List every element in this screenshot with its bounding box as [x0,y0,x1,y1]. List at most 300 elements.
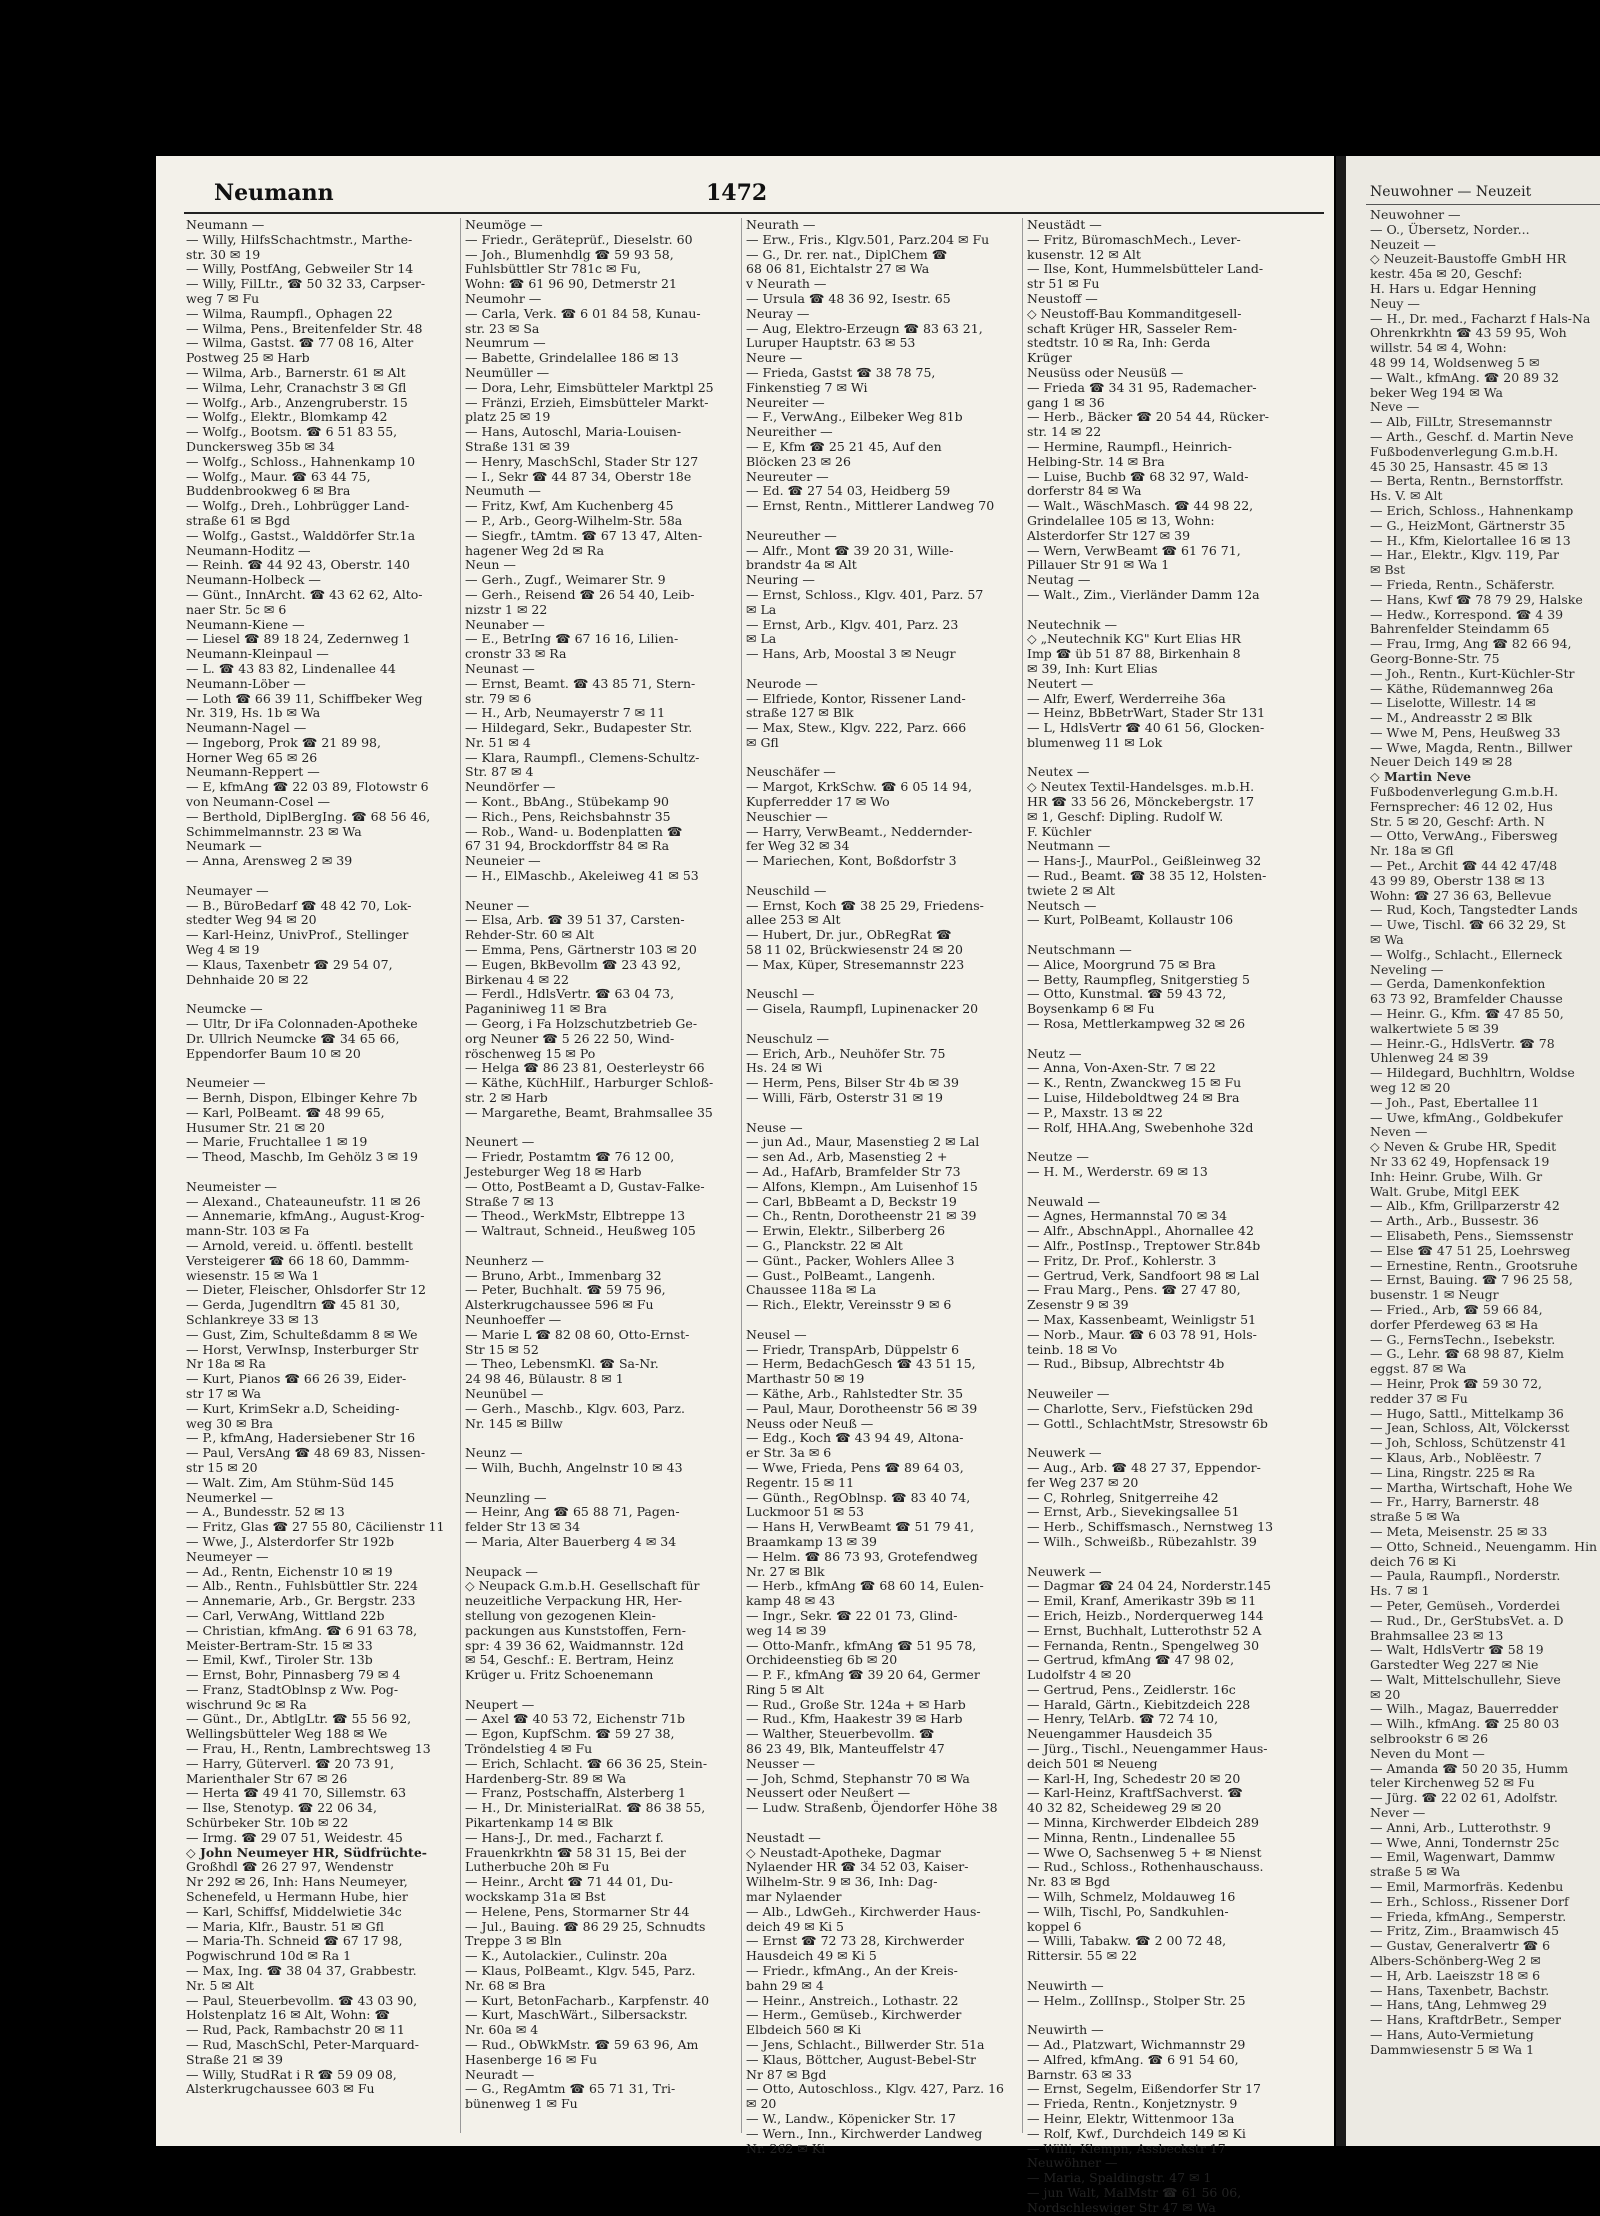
directory-entry-line: wischrund 9c ✉ Ra [186,1696,307,1712]
directory-entry-line: Neumeier — [186,1075,266,1091]
directory-entry-line: Neunhoeffer — [465,1311,562,1327]
directory-entry-line: — Heinr, Elektr, Wittenmoor 13a [1027,2111,1235,2126]
directory-entry-line: — L. ☎ 43 83 82, Lindenallee 44 [186,660,396,676]
adjacent-entry-line: Neuer Deich 149 ✉ 28 [1370,754,1513,770]
directory-entry-line: stedtstr. 10 ✉ Ra, Inh: Gerda [1027,335,1211,351]
directory-entry-line: — Friedr, Postamtm ☎ 76 12 00, [465,1149,675,1165]
directory-entry-line: — Hubert, Dr. jur., ObRegRat ☎ [746,927,952,943]
directory-entry-line: — Ad., Rentn, Eichenstr 10 ✉ 19 [186,1563,393,1579]
adjacent-entry-line: — Meta, Meisenstr. 25 ✉ 33 [1370,1523,1548,1539]
directory-entry-line: — Gerh., Maschb., Klgv. 603, Parz. [465,1400,685,1416]
directory-entry-line: deich 501 ✉ Neueng [1027,1755,1158,1771]
directory-entry-line: — Ursula ☎ 48 36 92, Isestr. 65 [746,290,951,306]
directory-entry-line: — Rud, Pack, Rambachstr 20 ✉ 11 [186,2022,405,2038]
directory-entry-line [746,514,1018,529]
directory-entry-line: Str. 87 ✉ 4 [465,764,534,780]
directory-entry-line: — Helm., ZollInsp., Stolper Str. 25 [1027,1992,1246,2008]
directory-entry-line: — Loth ☎ 66 39 11, Schiffbeker Weg [186,690,423,706]
directory-entry-line: Neumerkel — [186,1489,274,1505]
directory-entry-line: — Wwe, J., Alsterdorfer Str 192b [186,1533,395,1549]
directory-entry-line: Neuwald — [1027,1193,1101,1209]
adjacent-entry-line: — Alb, FilLtr, Stresemannstr [1370,414,1552,430]
directory-entry-line: — Harald, Gärtn., Kiebitzdeich 228 [1027,1696,1251,1712]
directory-entry-line: Neumann-Kiene — [186,616,305,632]
directory-entry-line: Neustadt — [746,1829,821,1845]
directory-entry-line: — Fritz, Dr. Prof., Kohlerstr. 3 [1027,1252,1217,1268]
directory-entry-line: — Wilma, Lehr, Cranachstr 3 ✉ Gfl [186,379,407,395]
directory-entry-line: ✉ Gfl [746,734,779,750]
directory-entry-line: röschenweg 15 ✉ Po [465,1045,596,1061]
directory-entry-line: — Willi, Färb, Osterstr 31 ✉ 19 [746,1090,943,1106]
directory-entry-line: Neutschmann — [1027,942,1132,958]
directory-entry-line: Buddenbrookweg 6 ✉ Bra [186,483,351,499]
directory-entry-line: Neumeyer — [186,1548,269,1564]
directory-entry-line: — Jens, Schlacht., Billwerder Str. 51a [746,2037,985,2053]
directory-entry-line: blumenweg 11 ✉ Lok [1027,734,1163,750]
directory-entry-line: — Rud., ObWkMstr. ☎ 59 63 96, Am [465,2037,699,2053]
directory-entry-line: — Friedr., kfmAng., An der Kreis- [746,1963,958,1979]
directory-entry-line: Neumrum — [465,335,546,351]
directory-entry-line: ✉ La [746,601,777,617]
directory-entry-line: straße 61 ✉ Bgd [186,512,291,528]
adjacent-entry-line: Nr 33 62 49, Hopfensack 19 [1370,1154,1550,1169]
directory-entry-line: Alsterkrugchaussee 603 ✉ Fu [186,2081,375,2097]
directory-entry-line: naer Str. 5c ✉ 6 [186,601,287,617]
adjacent-entry-line: — Har., Elektr., Klgv. 119, Par [1370,547,1559,563]
directory-entry-line: — Bernh, Dispon, Elbinger Kehre 7b [186,1090,418,1106]
directory-entry-line: — K., Autolackier., Culinstr. 20a [465,1948,668,1964]
directory-entry-line: — Paul, Steuerbevollm. ☎ 43 03 90, [186,1992,418,2008]
directory-entry-line: Neumann-Nagel — [186,720,307,736]
directory-entry-line: — Kurt, Pianos ☎ 66 26 39, Eider- [186,1371,407,1387]
adjacent-entry-line: Str. 5 ✉ 20, Geschf: Arth. N [1370,813,1545,829]
directory-entry-line: Neumann-Hoditz — [186,542,311,558]
directory-entry-line: — Joh., Blumenhdlg ☎ 59 93 58, [465,246,674,262]
directory-entry-line: — Fernanda, Rentn., Spengelweg 30 [1027,1637,1260,1653]
directory-entry-line: — Wilh., Schweißb., Rübezahlstr. 39 [1027,1533,1257,1549]
directory-entry-line: Nr 292 ✉ 26, Inh: Hans Neumeyer, [186,1874,408,1890]
directory-entry-line: — Kont., BbAng., Stübekamp 90 [465,794,669,810]
adjacent-entry-line: — Heinr. G., Kfm. ☎ 47 85 50, [1370,1006,1564,1022]
adjacent-entry-line: teler Kirchenweg 52 ✉ Fu [1370,1775,1535,1791]
directory-entry-line: — Heinr., Archt ☎ 71 44 01, Du- [465,1874,673,1890]
directory-entry-line: — Helm. ☎ 86 73 93, Grotefendweg [746,1548,978,1564]
adjacent-entry-line: — Frau, Irmg, Ang ☎ 82 66 94, [1370,636,1572,652]
directory-entry-line: F. Küchler [1027,823,1092,839]
directory-entry-line [465,1121,737,1136]
adjacent-entry-line: Uhlenweg 24 ✉ 39 [1370,1050,1489,1066]
adjacent-entry-line: Neveling — [1370,961,1444,977]
directory-entry-line: Blöcken 23 ✉ 26 [746,453,851,469]
directory-entry-line: Neutze — [1027,1149,1089,1165]
directory-entry-line: — Erich, Schlacht. ☎ 66 36 25, Stein- [465,1755,708,1771]
directory-entry-line: nizstr 1 ✉ 22 [465,601,548,617]
adjacent-entry-line: 48 99 14, Woldsenweg 5 ✉ [1370,354,1540,370]
directory-entry-line: — Hildegard, Sekr., Budapester Str. [465,720,693,736]
directory-entry-line: — Alfr., Mont ☎ 39 20 31, Wille- [746,542,954,558]
directory-entry-line: Neuwöhner — [1027,2155,1118,2171]
directory-entry-line: Nr. 145 ✉ Billw [465,1415,563,1431]
directory-entry-line: — Max, Stew., Klgv. 222, Parz. 666 [746,720,967,736]
directory-entry-line: Wohn: ☎ 61 96 90, Detmerstr 21 [465,276,677,292]
directory-entry-line: — Fritz, Kwf, Am Kuchenberg 45 [465,498,674,514]
directory-entry-line: — Alb., Rentn., Fuhlsbüttler Str. 224 [186,1578,418,1594]
adjacent-entry-line: Brahmsallee 23 ✉ 13 [1370,1627,1504,1643]
directory-entry-line: — Gertrud, kfmAng ☎ 47 98 02, [1027,1652,1235,1668]
directory-entry-line: — K., Rentn, Zwanckweg 15 ✉ Fu [1027,1075,1242,1091]
directory-entry-line: Neumann-Löber — [186,675,306,691]
adjacent-entry-line: Hs. 7 ✉ 1 [1370,1583,1430,1599]
directory-entry-line: — Gust., PolBeamt., Langenh. [746,1267,936,1283]
directory-entry-line: Neuse — [746,1119,803,1135]
directory-entry-line: — Joh, Schmd, Stephanstr 70 ✉ Wa [746,1770,970,1786]
directory-entry-line: — Fränzi, Erzieh, Eimsbütteler Markt- [465,394,709,410]
adjacent-entry-line: Hs. V. ✉ Alt [1370,488,1443,504]
adjacent-entry-line: ✉ Bst [1370,562,1406,578]
directory-entry-line: Dehnhaide 20 ✉ 22 [186,971,309,987]
adjacent-entry-line: — G., HeizMont, Gärtnerstr 35 [1370,517,1566,533]
directory-entry-line: — Gottl., SchlachtMstr, Stresowstr 6b [1027,1415,1268,1431]
directory-entry-line: — Anna, Arensweg 2 ✉ 39 [186,853,353,869]
directory-entry-line: Neusüss oder Neusüß — [1027,364,1184,380]
directory-entry-line: Husumer Str. 21 ✉ 20 [186,1119,325,1135]
directory-entry-line: — Kurt, PolBeamt, Kollaustr 106 [1027,912,1234,928]
adjacent-entry-line: — Joh., Rentn., Kurt-Küchler-Str [1370,665,1575,681]
directory-entry-line: — Theod., WerkMstr, Elbtreppe 13 [465,1208,686,1224]
directory-entry-line: mar Nylaender [746,1889,842,1905]
directory-entry-line: — Ernst, Segelm, Eißendorfer Str 17 [1027,2081,1262,2097]
directory-entry-line: Chaussee 118a ✉ La [746,1282,877,1298]
directory-entry-line [746,869,1018,884]
directory-entry-line: — Gerda, Jugendltrn ☎ 45 81 30, [186,1297,400,1313]
adjacent-entry-line: — Fried., Arb, ☎ 59 66 84, [1370,1301,1543,1317]
directory-entry-line: — Luise, Buchb ☎ 68 32 97, Wald- [1027,468,1249,484]
directory-entry-line: — Margot, KrkSchw. ☎ 6 05 14 94, [746,779,972,795]
adjacent-entry-line: H. Hars u. Edgar Henning [1370,280,1537,296]
directory-entry-line: Neureuther — [746,527,837,543]
directory-entry-line: kamp 48 ✉ 43 [746,1593,836,1609]
directory-entry-line [1027,603,1327,618]
directory-entry-line: — Günth., RegOblnsp. ☎ 83 40 74, [746,1489,971,1505]
directory-entry-line: Nylaender HR ☎ 34 52 03, Kaiser- [746,1859,969,1875]
directory-entry-line: Neun — [465,557,516,573]
directory-entry-line: — Alfr, Ewerf, Werderreihe 36a [1027,690,1226,706]
adjacent-entry-line: Neuzeit — [1370,236,1436,252]
adjacent-entry-line: — Martha, Wirtschaft, Hohe We [1370,1479,1573,1495]
directory-entry-line: schaft Krüger HR, Sasseler Rem- [1027,320,1237,336]
directory-entry-line: — Karl-H, Ing, Schedestr 20 ✉ 20 [1027,1770,1241,1786]
directory-entry-line: Fuhlsbüttler Str 781c ✉ Fu, [465,261,642,277]
directory-entry-line: — Wolfg., Maur. ☎ 63 44 75, [186,468,371,484]
directory-entry-line: Neuschild — [746,882,827,898]
adjacent-entry-line: — Gustav, Generalvertr ☎ 6 [1370,1938,1551,1954]
directory-entry-line: — Rud., Kfm, Haakestr 39 ✉ Harb [746,1711,963,1727]
directory-entry-line: — Ferdl., HdlsVertr. ☎ 63 04 73, [465,986,675,1002]
directory-entry-line: Luruper Hauptstr. 63 ✉ 53 [746,335,916,351]
directory-entry-line: Dunckersweg 35b ✉ 34 [186,438,335,454]
directory-entry-line: — C, Rohrleg, Snitgerreihe 42 [1027,1489,1219,1505]
directory-entry-line: — Friedr, TranspArb, Düppelstr 6 [746,1341,960,1357]
adjacent-entry-line: — Klaus, Arb., Noblëestr. 7 [1370,1449,1542,1465]
adjacent-entry-line: — Berta, Rentn., Bernstorffstr. [1370,473,1564,489]
directory-entry-line: — Willy, HilfsSchachtmstr., Marthe- [186,231,413,247]
directory-entry-line: Neuschäfer — [746,764,836,780]
directory-entry-line: Neumayer — [186,882,269,898]
directory-entry-line: — Paul, Maur, Dorotheenstr 56 ✉ 39 [746,1400,978,1416]
adjacent-entry-line: — Heinr, Prok ☎ 59 30 72, [1370,1375,1543,1391]
adjacent-entry-line: — Wolfg., Schlacht., Ellerneck [1370,946,1563,962]
directory-entry-line: Elbdeich 560 ✉ Ki [746,2022,862,2038]
directory-entry-line: Paganiniweg 11 ✉ Bra [465,1001,607,1017]
directory-entry-line: — Minna, Rentn., Lindenallee 55 [1027,1829,1236,1845]
directory-entry-line: — Gertrud, Pens., Zeidlerstr. 16c [1027,1681,1236,1697]
directory-entry-line: — Maria, Spaldingstr. 47 ✉ 1 [1027,2170,1212,2186]
directory-entry-line: Luckmoor 51 ✉ 53 [746,1504,865,1520]
adjacent-entry-line: 63 73 92, Bramfelder Chausse [1370,991,1563,1007]
directory-entry-line: koppel 6 [1027,1918,1082,1934]
directory-entry-line: — Käthe, KüchHilf., Harburger Schloß- [465,1075,714,1091]
adjacent-entry-line: — Fritz, Zim., Braamwisch 45 [1370,1923,1560,1939]
directory-entry-line [1027,751,1327,766]
directory-entry-line: 58 11 02, Brückwiesenstr 24 ✉ 20 [746,942,963,958]
directory-entry-line: Imp ☎ üb 51 87 88, Birkenhain 8 [1027,646,1241,662]
directory-entry-line [1027,1431,1327,1446]
adjacent-entry-line: — Rud, Koch, Tangstedter Lands [1370,902,1578,918]
directory-entry-line: Straße 7 ✉ 13 [465,1193,555,1209]
adjacent-entry-line: — Hans, Kwf ☎ 78 79 29, Halske [1370,591,1583,607]
directory-entry-line: — Otto-Manfr., kfmAng ☎ 51 95 78, [746,1637,977,1653]
directory-entry-line: — Maria, Alter Bauerberg 4 ✉ 34 [465,1533,677,1549]
directory-entry-line: Neuner — [465,897,530,913]
directory-entry-line: — Heinr, Ang ☎ 65 88 71, Pagen- [465,1504,680,1520]
directory-entry-line: — Fritz, Glas ☎ 27 55 80, Cäcilienstr 11 [186,1519,445,1535]
directory-entry-line: — Günt., InnArcht. ☎ 43 62 62, Alto- [186,586,423,602]
directory-entry-line: — E, kfmAng ☎ 22 03 89, Flotowstr 6 [186,779,429,795]
directory-entry-line: — Luise, Hildeboldtweg 24 ✉ Bra [1027,1090,1240,1106]
directory-entry-line: Neusel — [746,1326,807,1342]
directory-entry-line: Nr. 68 ✉ Bra [465,1977,546,1993]
adjacent-entry-line: Fußbodenverlegung G.m.b.H. [1370,443,1559,459]
directory-entry-line: — Alfr., PostInsp., Treptower Str.84b [1027,1237,1261,1253]
directory-entry-line: stedter Weg 94 ✉ 20 [186,912,317,928]
directory-entry-line: Großhdl ☎ 26 27 97, Wendenstr [186,1859,394,1875]
directory-entry-line: allee 253 ✉ Alt [746,912,841,928]
directory-entry-line: — Annemarie, Arb., Gr. Bergstr. 233 [186,1593,416,1609]
directory-entry-line: — Rich., Pens, Reichsbahnstr 35 [465,808,671,824]
directory-entry-line: — Theo, LebensmKl. ☎ Sa-Nr. [465,1356,659,1372]
adjacent-entry-line: — Pet., Archit ☎ 44 42 47/48 [1370,858,1558,874]
directory-entry-line: Nr. 60a ✉ 4 [465,2022,539,2038]
adjacent-entry-line: — Emil, Wagenwart, Dammw [1370,1849,1556,1865]
directory-entry-line: — Horst, VerwInsp, Insterburger Str [186,1341,419,1357]
directory-entry-line: — Heinr., Anstreich., Lothastr. 22 [746,1992,959,2008]
directory-entry-line: — Rosa, Mettlerkampweg 32 ✉ 26 [1027,1016,1246,1032]
adjacent-entry-line: Walt. Grube, Mitgl EEK [1370,1183,1519,1199]
directory-entry-line: Neumark — [186,838,262,854]
directory-entry-line: — G., RegAmtm ☎ 65 71 31, Tri- [465,2081,676,2097]
directory-entry-line: — H., ElMaschb., Akeleiweg 41 ✉ 53 [465,868,699,884]
directory-entry-line: Neuray — [746,305,810,321]
directory-entry-line: ◇ Neustadt-Apotheke, Dagmar [746,1844,941,1860]
directory-entry-line: — Klaus, Taxenbetr ☎ 29 54 07, [186,956,393,972]
directory-entry-line: Neuweiler — [1027,1385,1110,1401]
adjacent-entry-line: straße 5 ✉ Wa [1370,1509,1461,1525]
directory-entry-line: — G., Planckstr. 22 ✉ Alt [746,1237,903,1253]
directory-entry-line: — Erwin, Elektr., Silberberg 26 [746,1223,946,1239]
directory-entry-line: — Ernst, Beamt. ☎ 43 85 71, Stern- [465,675,696,691]
adjacent-entry-line: — Wilh., Magaz, Bauerredder [1370,1701,1559,1717]
directory-column-1 [186,218,456,2133]
directory-entry-line: — Gisela, Raumpfl, Lupinenacker 20 [746,1001,979,1017]
adjacent-entry-line: Nr. 18a ✉ Gfl [1370,843,1454,859]
directory-entry-line: Neumann-Kleinpaul — [186,646,329,662]
directory-entry-line: Straße 131 ✉ 39 [465,438,570,454]
directory-entry-line: Jesteburger Weg 18 ✉ Harb [465,1164,642,1179]
directory-entry-line: Schürbeker Str. 10b ✉ 22 [186,1815,349,1831]
directory-entry-line: — E., BetrIng ☎ 67 16 16, Lilien- [465,631,679,647]
directory-entry-line: — Wwe, Frieda, Pens ☎ 89 64 03, [746,1459,964,1475]
adjacent-entry-line: beker Weg 194 ✉ Wa [1370,384,1504,400]
adjacent-entry-line: — Wilh., kfmAng. ☎ 25 80 03 [1370,1716,1560,1732]
directory-entry-line [186,987,456,1002]
directory-entry-line: — Babette, Grindelallee 186 ✉ 13 [465,350,679,366]
directory-entry-line: Alsterdorfer Str 127 ✉ 39 [1027,527,1191,543]
directory-entry-line: — Irmg. ☎ 29 07 51, Weidestr. 45 [186,1829,403,1845]
directory-entry-line: — Emil, Kwf., Tiroler Str. 13b [186,1652,373,1668]
directory-entry-line: ✉ 20 [746,2096,777,2112]
directory-entry-line: Nr. 319, Hs. 1b ✉ Wa [186,705,321,721]
directory-entry-line: Neumuth — [465,483,541,499]
directory-entry-line: bünenweg 1 ✉ Fu [465,2096,578,2112]
directory-entry-line [186,1061,456,1076]
directory-entry-line: — Rich., Elektr, Vereinsstr 9 ✉ 6 [746,1297,952,1313]
directory-entry-line: Hardenberg-Str. 89 ✉ Wa [465,1770,627,1786]
directory-entry-line: mann-Str. 103 ✉ Fa [186,1223,310,1239]
directory-entry-line: — Emil, Kranf, Amerikastr 39b ✉ 11 [1027,1593,1257,1609]
directory-entry-line: — Willy, StudRat i R ☎ 59 09 08, [186,2066,397,2082]
directory-entry-line: straße 127 ✉ Blk [746,705,854,721]
directory-entry-line: — Erw., Fris., Klgv.501, Parz.204 ✉ Fu [746,231,990,247]
directory-entry-line: — Norb., Maur. ☎ 6 03 78 91, Hols- [1027,1326,1257,1342]
directory-entry-line: fer Weg 237 ✉ 20 [1027,1474,1139,1490]
adjacent-entry-line: ✉ Wa [1370,932,1404,948]
directory-entry-line: — Wern, VerwBeamt ☎ 61 76 71, [1027,542,1241,558]
directory-entry-line: Nr. 262 ✉ Ki [746,2140,826,2156]
adjacent-entry-line: — Walt, HdlsVertr ☎ 58 19 [1370,1642,1544,1658]
directory-entry-line [1027,1550,1327,1565]
directory-entry-line: Neuss oder Neuß — [746,1415,874,1431]
directory-entry-line: — Emma, Pens, Gärtnerstr 103 ✉ 20 [465,942,697,958]
directory-entry-line: Neumann-Holbeck — [186,572,321,588]
adjacent-entry-line: — Hans, Taxenbetr, Bachstr. [1370,1982,1550,1998]
directory-entry-line: — Berthold, DiplBergIng. ☎ 68 56 46, [186,808,431,824]
directory-entry-line: str 15 ✉ 20 [186,1459,258,1475]
directory-entry-line: — jun Walt, MalMstr ☎ 61 56 06, [1027,2184,1242,2200]
directory-entry-line: — Ernst, Arb., Klgv. 401, Parz. 23 [746,616,959,632]
directory-entry-line: bahn 29 ✉ 4 [746,1977,824,1993]
directory-entry-line: — Edg., Koch ☎ 43 94 49, Altona- [746,1430,964,1446]
adjacent-entry-line: — Wwe, Anni, Tondernstr 25c [1370,1834,1560,1850]
directory-entry-line: — Willi, Klempn, Assbeckstr 17 [1027,2140,1226,2156]
directory-entry-line: 86 23 49, Blk, Manteuffelstr 47 [746,1741,945,1757]
adjacent-entry-line: Fußbodenverlegung G.m.b.H. [1370,784,1559,800]
directory-entry-line: Lutherbuche 20h ✉ Fu [465,1859,610,1875]
adjacent-entry-line: Fernsprecher: 46 12 02, Hus [1370,798,1553,814]
directory-entry-line: dorferstr 84 ✉ Wa [1027,483,1142,499]
adjacent-entry-line: — H., Dr. med., Facharzt f Hals-Na [1370,310,1591,326]
directory-entry-line: 67 31 94, Brockdorffstr 84 ✉ Ra [465,838,670,854]
directory-entry-line: Krüger u. Fritz Schoenemann [465,1667,654,1683]
directory-entry-line: Neutsch — [1027,897,1097,913]
directory-entry-line: Kupferredder 17 ✉ Wo [746,794,890,810]
directory-entry-line: — Dora, Lehr, Eimsbütteler Marktpl 25 [465,379,714,395]
adjacent-entry-line: — Hans, KraftdrBetr., Semper [1370,2012,1561,2028]
directory-entry-line: Marienthaler Str 67 ✉ 26 [186,1770,348,1786]
directory-entry-line: — Otto, Kunstmal. ☎ 59 43 72, [1027,986,1227,1002]
directory-entry-line: — Friedr., Geräteprüf., Dieselstr. 60 [465,231,693,247]
directory-entry-line: — Minna, Kirchwerder Elbdeich 289 [1027,1815,1259,1831]
directory-entry-line: — Alb., LdwGeh., Kirchwerder Haus- [746,1903,981,1919]
directory-entry-line [746,751,1018,766]
directory-entry-line: Treppe 3 ✉ Bln [465,1933,562,1949]
directory-entry-line: — Helene, Pens, Stormarner Str 44 [465,1903,690,1919]
directory-entry-line: — Ilse, Kont, Hummelsbütteler Land- [1027,261,1264,277]
directory-entry-line: — Herb., Bäcker ☎ 20 54 44, Rücker- [1027,409,1270,425]
directory-entry-line: — Ultr, Dr iFa Colonnaden-Apotheke [186,1016,418,1032]
directory-page [156,156,1334,2215]
directory-entry-line: — Frieda ☎ 34 31 95, Rademacher- [1027,379,1257,395]
directory-entry-line: — Franz, StadtOblnsp z Ww. Pog- [186,1681,399,1697]
directory-entry-line: Weg 4 ✉ 19 [186,942,260,958]
directory-entry-line: — Peter, Buchhalt. ☎ 59 75 96, [465,1282,666,1298]
directory-entry-line: — Theod, Maschb, Im Gehölz 3 ✉ 19 [186,1149,418,1165]
directory-entry-line: — Frau Marg., Pens. ☎ 27 47 80, [1027,1282,1241,1298]
directory-entry-line: — Wern., Inn., Kirchwerder Landweg [746,2125,983,2141]
directory-entry-line: — W., Landw., Köpenicker Str. 17 [746,2111,956,2126]
directory-entry-line: — Alice, Moorgrund 75 ✉ Bra [1027,956,1216,972]
directory-entry-line: — Erich, Heizb., Norderquerweg 144 [1027,1607,1264,1623]
directory-entry-line: — Willy, FilLtr., ☎ 50 32 33, Carpser- [186,276,426,292]
adjacent-entry-line: — Wwe, Magda, Rentn., Billwer [1370,739,1573,755]
adjacent-entry-line: — Anni, Arb., Lutterothstr. 9 [1370,1819,1551,1835]
directory-entry-line: — Wolfg., Dreh., Lohbrügger Land- [186,498,410,514]
directory-entry-line [186,1165,456,1180]
directory-entry-line [465,1431,737,1446]
adjacent-page-column [1370,208,1600,2058]
directory-entry-line: — Carl, BbBeamt a D, Beckstr 19 [746,1193,957,1209]
directory-entry-line: Ring 5 ✉ Alt [746,1681,824,1697]
directory-entry-line: — Otto, Autoschloss., Klgv. 427, Parz. 16 [746,2081,1004,2097]
directory-entry-line: — Karl, PolBeamt. ☎ 48 99 65, [186,1104,385,1120]
directory-entry-line: — Egon, KupfSchm. ☎ 59 27 38, [465,1726,675,1742]
directory-entry-line: Eppendorfer Baum 10 ✉ 20 [186,1045,361,1061]
directory-entry-line: — Ernst, Arb., Sievekingsallee 51 [1027,1504,1240,1520]
directory-entry-line: wiesenstr. 15 ✉ Wa 1 [186,1267,320,1283]
directory-entry-line: — Erich, Arb., Neuhöfer Str. 75 [746,1045,946,1061]
directory-entry-line: Neuwerk — [1027,1563,1102,1579]
directory-entry-line: — Dieter, Fleischer, Ohlsdorfer Str 12 [186,1282,426,1298]
directory-entry-line: — Wolfg., Schloss., Hahnenkamp 10 [186,453,416,469]
directory-entry-line [746,1017,1018,1032]
directory-entry-line: — Ad., Platzwart, Wichmannstr 29 [1027,2037,1246,2053]
directory-entry-line: — Rud., Schloss., Rothenhauschauss. [1027,1859,1264,1875]
directory-entry-line: Pogwischrund 10d ✉ Ra 1 [186,1948,352,1964]
directory-entry-line: str. 23 ✉ Sa [465,320,540,336]
directory-entry-line: Neundörfer — [465,779,556,795]
directory-entry-line: — Waltraut, Schneid., Heußweg 105 [465,1223,696,1239]
directory-entry-line: — Franz, Postschaffn, Alsterberg 1 [465,1785,686,1801]
adjacent-entry-line: straße 5 ✉ Wa [1370,1864,1461,1880]
